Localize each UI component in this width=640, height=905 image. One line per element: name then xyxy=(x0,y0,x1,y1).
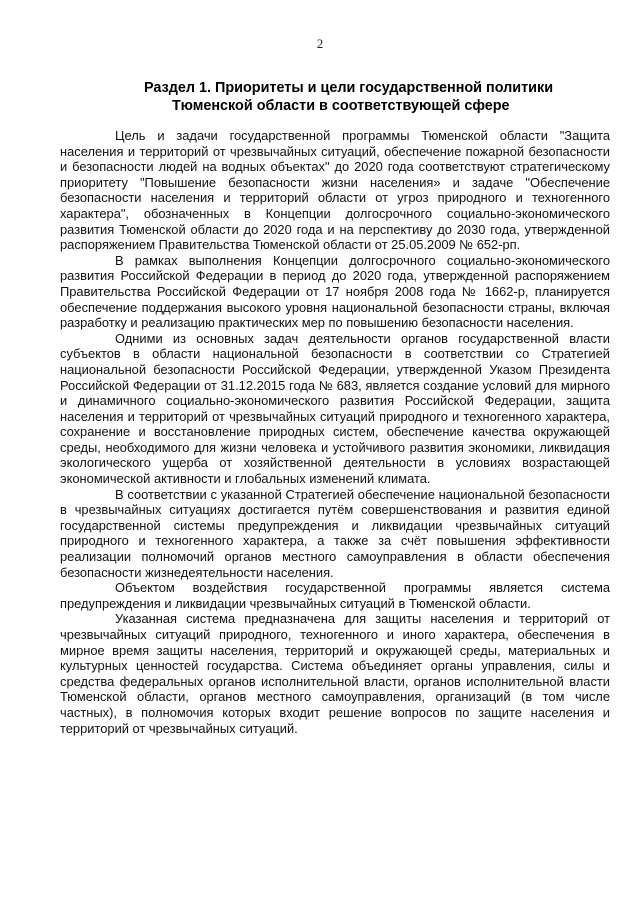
paragraph: В соответствии с указанной Стратегией обеспечение национальной безопасности в чрезвычайных ситуациях достигается путём совершенствования и развития единой государственной системы предупреждения и ликвидации чрезвычайных ситуаций природного и техногенного характера, а также за счёт повышения эффективности реализации полномочий органов местного самоуправления в области обеспечения безопасности жизнедеятельности населения. xyxy=(60,486,610,580)
paragraph: Объектом воздействия государственной программы является система предупреждения и ликвидации чрезвычайных ситуаций в Тюменской области. xyxy=(60,580,610,611)
page-number: 2 xyxy=(316,36,324,51)
paragraph: Указанная система предназначена для защиты населения и территорий от чрезвычайных ситуаций природного, техногенного и иного характера, обеспечения в мирное время защиты населения, территорий и окружающей среды, материальных и культурных ценностей государства. Система объединяет органы управления, силы и средства федеральных органов исполнительной власти, органов исполнительной власти Тюменской области, органов местного самоуправления, организаций (в том числе частных), в полномочия которых входит решение вопросов по защите населения и территорий от чрезвычайных ситуаций. xyxy=(60,611,610,736)
section-heading xyxy=(100,79,600,115)
paragraph: Цель и задачи государственной программы Тюменской области "Защита населения и территорий от чрезвычайных ситуаций, обеспечение пожарной безопасности и безопасности людей на водных объектах" до 2020 года соответствуют стратегическому приоритету "Повышение безопасности жизни населения» и задаче "Обеспечение безопасности населения и территорий области от угроз природного и техногенного характера", обозначенных в Концепции долгосрочного социально-экономического развития Тюменской области до 2020 года и на перспективу до 2030 года, утвержденной распоряжением Правительства Тюменской области от 25.05.2009 № 652-рп. xyxy=(60,128,610,253)
paragraph: В рамках выполнения Концепции долгосрочного социально-экономического развития Российской Федерации в период до 2020 года, утвержденной распоряжением Правительства Российской Федерации от 17 ноября 2008 года № 1662-р, планируется обеспечение поддержания высокого уровня национальной безопасности страны, включая разработку и реализацию практических мер по повышению безопасности населения. xyxy=(60,252,610,331)
paragraph: Одними из основных задач деятельности органов государственной власти субъектов в области национальной безопасности в соответствии со Стратегией национальной безопасности Российской Федерации, утвержденной Указом Президента Российской Федерации от 31.12.2015 года № 683, является создание условий для мирного и динамичного социально-экономического развития Российской Федерации, защита населения и территорий от чрезвычайных ситуаций природного и техногенного характера, сохранение и восстановление природных систем, обеспечение качества окружающей среды, необходимого для жизни человека и устойчивого развития экономики, ликвидация экологического ущерба от хозяйственной деятельности в условиях возрастающей экономической активности и глобальных изменений климата. xyxy=(60,330,610,487)
section-heading-line-2: Тюменской области в соответствующей сфере xyxy=(172,98,510,114)
document-body xyxy=(60,128,610,736)
section-heading-line-1: Раздел 1. Приоритеты и цели государственной политики xyxy=(144,80,554,96)
